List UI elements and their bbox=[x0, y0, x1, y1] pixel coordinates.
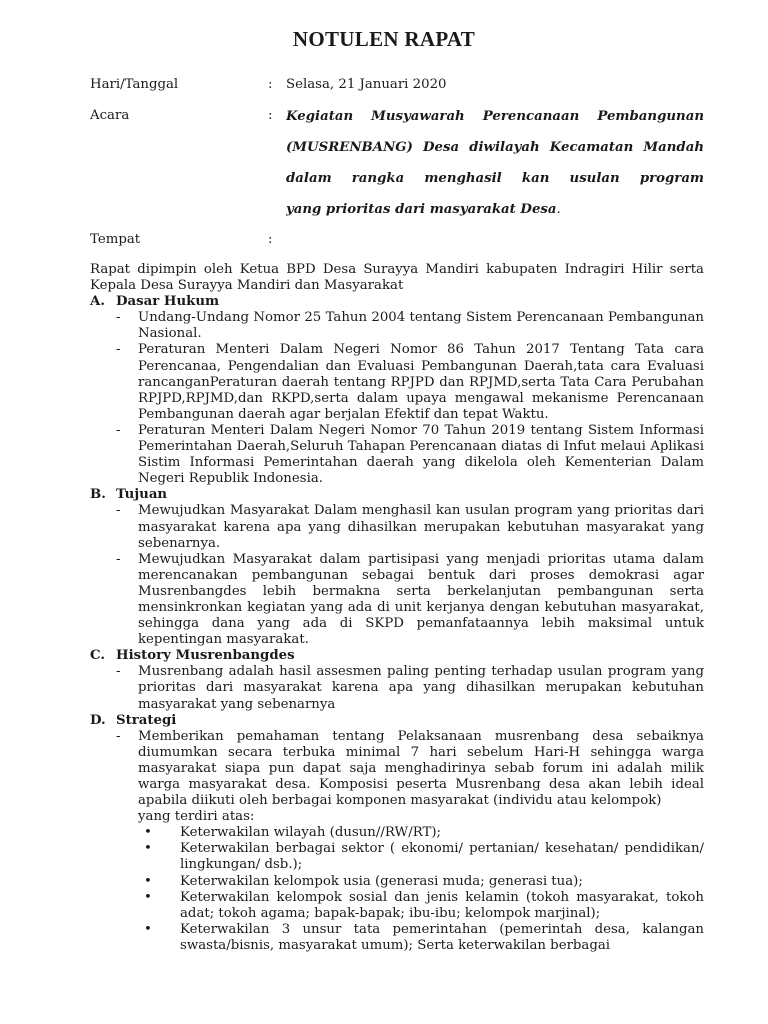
section-heading-b bbox=[90, 487, 704, 503]
section-letter: A. bbox=[90, 294, 105, 310]
date-colon: : bbox=[268, 77, 273, 92]
bullet-icon: • bbox=[144, 825, 152, 841]
bullet-text: Keterwakilan 3 unsur tata pemerintahan (pemerintah desa, kalangan swasta/bisnis, masyarakat umum); Serta keterwakilan berbagai bbox=[180, 921, 704, 953]
dash-marker: - bbox=[116, 422, 121, 438]
list-item bbox=[90, 423, 704, 487]
list-item bbox=[90, 503, 704, 551]
bullet-item bbox=[90, 841, 704, 873]
acara-line: dalam rangka menghasil kan usulan program bbox=[286, 171, 704, 186]
bullet-item bbox=[90, 922, 704, 954]
section-title: Strategi bbox=[116, 712, 177, 728]
date-label: Hari/Tanggal bbox=[90, 77, 179, 92]
bullet-item bbox=[90, 825, 704, 841]
item-text: Peraturan Menteri Dalam Negeri Nomor 70 Tahun 2019 tentang Sistem Informasi Pemerintahan Daerah,Seluruh Tahapan Perencanaan diatas di Infut melaui Aplikasi Sistim Informasi Pemerintahan daerah yang dikelola oleh Kementerian Dalam Negeri Republik Indonesia. bbox=[138, 422, 704, 487]
item-text: Memberikan pemahaman tentang Pelaksanaan musrenbang desa sebaiknya diumumkan secara terbuka minimal 7 hari sebelum Hari-H sehingga warga masyarakat siapa pun dapat saja menghadirinya sebab forum ini adalah milik warga masyarakat desa. Komposisi peserta Musrenbang desa akan lebih ideal apabila diikuti oleh berbagai komponen masyarakat (individu atau kelompok) bbox=[138, 728, 704, 809]
item-text: Peraturan Menteri Dalam Negeri Nomor 86 Tahun 2017 Tentang Tata cara Perencanaa, Pengendalian dan Evaluasi Pembangunan Daerah,tata cara Evaluasi rancanganPeraturan daerah tentang RPJPD dan RPJMD,serta Tata Cara Perubahan RPJPD,RPJMD,dan RKPD,serta dalam upaya mengawal mekanisme Perencanaan Pembangunan daerah agar berjalan Efektif dan tepat Waktu. bbox=[138, 342, 704, 422]
bullet-icon: • bbox=[144, 889, 152, 905]
dash-marker: - bbox=[116, 503, 121, 519]
bullet-text: Keterwakilan wilayah (dusun//RW/RT); bbox=[180, 825, 442, 841]
dash-marker: - bbox=[116, 310, 121, 326]
tempat-colon: : bbox=[268, 232, 273, 247]
bullet-icon: • bbox=[144, 873, 152, 889]
dash-marker: - bbox=[116, 551, 121, 567]
section-heading-c bbox=[90, 648, 704, 664]
bullet-text: Keterwakilan berbagai sektor ( ekonomi/ pertanian/ kesehatan/ pendidikan/ lingkungan/ dsb.); bbox=[180, 841, 704, 873]
item-text: Undang-Undang Nomor 25 Tahun 2004 tentang Sistem Perencanaan Pembangunan Nasional. bbox=[138, 310, 704, 342]
section-letter: D. bbox=[90, 712, 106, 728]
bullet-text: Keterwakilan kelompok sosial dan jenis kelamin (tokoh masyarakat, tokoh adat; tokoh agama; bapak-bapak; ibu-ibu; kelompok marjinal); bbox=[180, 889, 704, 921]
item-text: Mewujudkan Masyarakat Dalam menghasil kan usulan program yang prioritas dari masyarakat karena apa yang dihasilkan merupakan kebutuhan masyarakat yang sebenarnya. bbox=[138, 503, 704, 551]
bullet-text: Keterwakilan kelompok usia (generasi muda; generasi tua); bbox=[180, 873, 583, 889]
minutes-body bbox=[90, 262, 704, 954]
acara-colon: : bbox=[268, 108, 273, 123]
bullet-icon: • bbox=[144, 841, 152, 857]
list-item bbox=[90, 342, 704, 422]
date-value: Selasa, 21 Januari 2020 bbox=[286, 77, 447, 92]
acara-last-tail: . bbox=[556, 202, 561, 217]
acara-label: Acara bbox=[90, 108, 130, 123]
list-item bbox=[90, 310, 704, 342]
tempat-label: Tempat bbox=[90, 232, 141, 247]
acara-line: Kegiatan Musyawarah Perencanaan Pembangunan bbox=[286, 109, 704, 124]
intro-paragraph: Rapat dipimpin oleh Ketua BPD Desa Surayya Mandiri kabupaten Indragiri Hilir serta Kepala Desa Surayya Mandiri dan Masyarakat bbox=[90, 262, 704, 294]
acara-line: (MUSRENBANG) Desa diwilayah Kecamatan Mandah bbox=[286, 140, 704, 155]
section-heading-d bbox=[90, 713, 704, 729]
list-item bbox=[90, 552, 704, 649]
dash-marker: - bbox=[116, 664, 121, 680]
section-title: Dasar Hukum bbox=[116, 294, 220, 310]
bullet-icon: • bbox=[144, 921, 152, 937]
item-text: Mewujudkan Masyarakat dalam partisipasi yang menjadi prioritas utama dalam merencanakan pembangunan sebagai bentuk dari proses demokrasi agar Musrenbangdes lebih bermakna serta berkelanjutan pembangunan serta mensinkronkan kegiatan yang ada di unit kerjanya dengan kebutuhan masyarakat, sehingga dana yang ada di SKPD pemanfataannya lebih maksimal untuk kepentingan masyarakat. bbox=[138, 551, 704, 648]
sub-intro: yang terdiri atas: bbox=[138, 809, 255, 825]
acara-last-bold: yang prioritas dari masyarakat Desa bbox=[286, 202, 557, 217]
section-title: Tujuan bbox=[116, 487, 168, 503]
bullet-item bbox=[90, 874, 704, 890]
section-heading-a bbox=[90, 294, 704, 310]
section-title: History Musrenbangdes bbox=[116, 648, 295, 664]
section-letter: B. bbox=[90, 487, 106, 503]
section-letter: C. bbox=[90, 648, 105, 664]
document-title: NOTULEN RAPAT bbox=[292, 27, 476, 51]
bullet-item bbox=[90, 890, 704, 922]
acara-line bbox=[286, 201, 704, 232]
dash-marker: - bbox=[116, 728, 121, 744]
list-item bbox=[90, 729, 704, 809]
acara-value bbox=[286, 108, 704, 232]
item-text: Musrenbang adalah hasil assesmen paling penting terhadap usulan program yang prioritas dari masyarakat karena apa yang dihasilkan merupakan kebutuhan masyarakat yang sebenarnya bbox=[138, 664, 704, 712]
dash-marker: - bbox=[116, 342, 121, 358]
list-item bbox=[90, 664, 704, 712]
